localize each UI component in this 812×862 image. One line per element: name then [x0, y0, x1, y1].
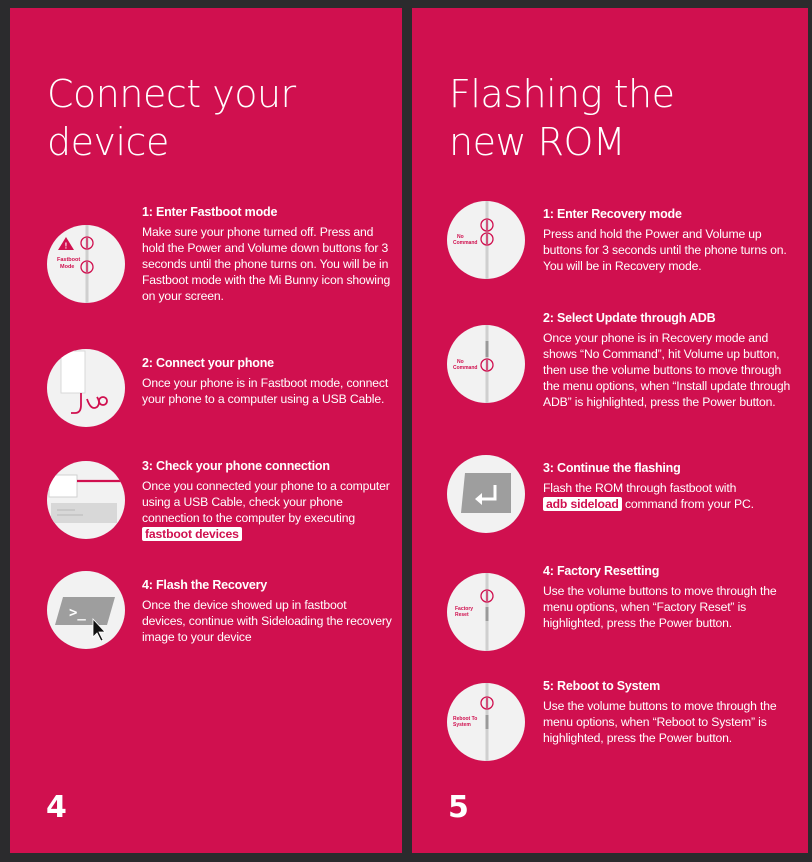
phone-factory-reset-icon [447, 573, 525, 651]
svg-text:Mode: Mode [60, 264, 75, 270]
svg-text:Command: Command [453, 365, 478, 371]
step-body: Once your phone is in Recovery mode and shows “No Command”, hit Volume up button, then use the volume buttons to move through the menu options, when “Install update through ADB” is highlighted, press the Power button. [543, 331, 791, 409]
step-body: Use the volume buttons to move through the menu options, when “Reboot to System” is highlighted, press the Power button. [543, 699, 777, 745]
step-flash-recovery [142, 577, 392, 645]
page-number: 4 [46, 790, 67, 825]
step-heading: 2: Select Update through ADB [543, 311, 716, 325]
title-line: device [47, 120, 169, 164]
page-title [47, 70, 296, 166]
page-5 [412, 8, 808, 853]
svg-text:Reset: Reset [455, 612, 469, 618]
step-heading: 1: Enter Fastboot mode [142, 205, 278, 219]
step-body-text: command from your PC. [624, 497, 754, 511]
title-line: Flashing the [449, 72, 675, 116]
step-body: Make sure your phone turned off. Press and hold the Power and Volume down buttons for 3 seconds until the phone turns on. You will be in Fastboot mode with the Mi Bunny icon showing on your screen. [142, 225, 391, 303]
svg-text:Command: Command [453, 240, 478, 246]
step-check-connection [142, 458, 392, 542]
svg-text:No: No [457, 234, 464, 240]
title-line: Connect your [47, 72, 296, 116]
step-body [543, 480, 793, 512]
command-fastboot-devices: fastboot devices [142, 527, 242, 541]
phone-no-command-icon [447, 325, 525, 403]
step-heading: 4: Flash the Recovery [142, 578, 268, 592]
step-reboot-system [543, 678, 793, 746]
enter-key-icon [447, 455, 525, 533]
svg-text:System: System [453, 722, 471, 728]
step-body: Press and hold the Power and Volume up buttons for 3 seconds until the phone turns on. You will be in Recovery mode. [543, 227, 787, 273]
phone-fastboot-icon [47, 225, 125, 303]
step-connect-phone [142, 355, 392, 407]
step-factory-reset [543, 563, 793, 631]
step-heading: 5: Reboot to System [543, 679, 661, 693]
svg-text:>_: >_ [69, 605, 86, 621]
phone-reboot-icon [447, 683, 525, 761]
step-body: Once the device showed up in fastboot devices, continue with Sideloading the recovery image to your device [142, 598, 392, 644]
step-heading: 2: Connect your phone [142, 356, 274, 370]
step-body-text: Flash the ROM through fastboot with [543, 481, 737, 495]
step-body: Use the volume buttons to move through the menu options, when “Factory Reset” is highlighted, press the Power button. [543, 584, 777, 630]
svg-text:Factory: Factory [455, 606, 474, 612]
step-heading: 3: Continue the flashing [543, 461, 681, 475]
title-line: new ROM [449, 120, 626, 164]
svg-text:!: ! [64, 241, 68, 251]
page-4 [10, 8, 402, 853]
svg-text:Fastboot: Fastboot [57, 257, 81, 263]
svg-text:Reboot To: Reboot To [453, 716, 478, 722]
command-adb-sideload: adb sideload [543, 497, 622, 511]
step-body: Once your phone is in Fastboot mode, connect your phone to a computer using a USB Cable. [142, 376, 389, 406]
step-body [142, 478, 392, 542]
step-heading: 3: Check your phone connection [142, 459, 330, 473]
phone-recovery-icon [447, 201, 525, 279]
step-heading: 4: Factory Resetting [543, 564, 660, 578]
page-title [449, 70, 674, 166]
computer-phone-connection-icon [47, 461, 125, 539]
svg-text:No: No [457, 359, 464, 365]
step-body-text: Once you connected your phone to a computer using a USB Cable, check your phone connection to the computer by executing [142, 479, 390, 525]
step-continue-flashing [543, 460, 793, 512]
step-heading: 1: Enter Recovery mode [543, 207, 682, 221]
step-select-update-adb [543, 310, 793, 410]
usb-cable-icon [47, 349, 125, 427]
page-number: 5 [448, 790, 469, 825]
terminal-icon [47, 571, 125, 649]
step-enter-recovery [543, 206, 793, 274]
step-enter-fastboot [142, 204, 392, 304]
